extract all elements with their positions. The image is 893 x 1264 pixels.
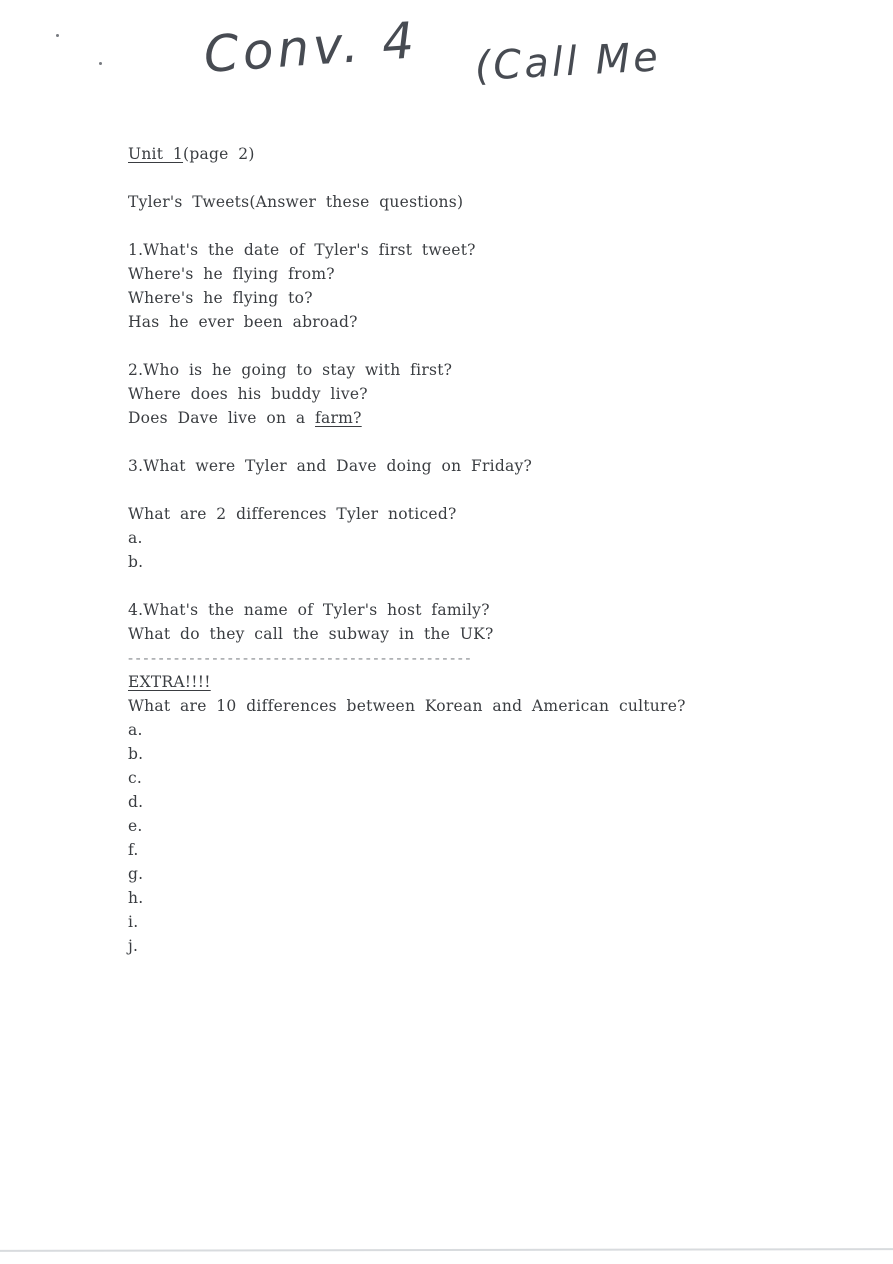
text-line	[128, 886, 848, 910]
text-segment: a.	[128, 529, 143, 547]
text-line	[128, 142, 848, 166]
text-line	[128, 526, 848, 550]
text-line	[128, 790, 848, 814]
scan-speck	[99, 62, 102, 65]
text-segment: Does Dave live on a	[128, 409, 316, 427]
text-line	[128, 766, 848, 790]
handwritten-title: Conv. 4	[201, 11, 420, 84]
text-line	[128, 598, 848, 622]
text-line	[128, 934, 848, 958]
underlined-text: EXTRA!!!!	[128, 673, 211, 691]
text-line	[128, 478, 848, 502]
text-segment: f.	[128, 841, 139, 859]
text-segment: b.	[128, 553, 144, 571]
text-line	[128, 550, 848, 574]
text-segment: 3.What were Tyler and Dave doing on Friday?	[128, 457, 533, 475]
text-segment: What do they call the subway in the UK?	[128, 625, 494, 643]
scan-edge-line	[0, 1248, 893, 1252]
text-segment: d.	[128, 793, 144, 811]
text-segment: What are 10 differences between Korean and American culture?	[128, 697, 686, 715]
text-line	[128, 214, 848, 238]
text-line	[128, 622, 848, 646]
text-segment: Where's he flying from?	[128, 265, 335, 283]
text-segment: 1.What's the date of Tyler's first tweet?	[128, 241, 476, 259]
text-line	[128, 190, 848, 214]
text-line	[128, 382, 848, 406]
text-segment: e.	[128, 817, 143, 835]
text-segment: h.	[128, 889, 144, 907]
text-segment: Where's he flying to?	[128, 289, 313, 307]
text-segment: Where does his buddy live?	[128, 385, 368, 403]
text-line	[128, 574, 848, 598]
text-line	[128, 430, 848, 454]
text-line	[128, 334, 848, 358]
text-segment: c.	[128, 769, 143, 787]
text-segment: What are 2 differences Tyler noticed?	[128, 505, 457, 523]
scan-speck	[56, 34, 59, 37]
text-line	[128, 358, 848, 382]
text-line	[128, 502, 848, 526]
text-segment: ---------------------------------------------	[128, 649, 474, 667]
text-line	[128, 310, 848, 334]
text-line	[128, 694, 848, 718]
underlined-text: Unit 1	[128, 145, 184, 163]
text-segment: a.	[128, 721, 143, 739]
underlined-text: farm?	[315, 409, 362, 427]
text-line	[128, 862, 848, 886]
text-segment: g.	[128, 865, 144, 883]
handwritten-note-call-me: (Call Me	[473, 34, 662, 90]
text-line	[128, 814, 848, 838]
worksheet-body	[128, 142, 848, 958]
text-segment: 4.What's the name of Tyler's host family?	[128, 601, 490, 619]
text-segment: i.	[128, 913, 139, 931]
text-line	[128, 838, 848, 862]
text-line	[128, 166, 848, 190]
text-line	[128, 406, 848, 430]
text-line	[128, 742, 848, 766]
text-segment: j.	[128, 937, 139, 955]
text-line	[128, 262, 848, 286]
text-segment: Has he ever been abroad?	[128, 313, 358, 331]
text-line	[128, 670, 848, 694]
text-segment: b.	[128, 745, 144, 763]
text-line	[128, 454, 848, 478]
text-line	[128, 286, 848, 310]
text-segment: Tyler's Tweets(Answer these questions)	[128, 193, 464, 211]
text-segment: 2.Who is he going to stay with first?	[128, 361, 453, 379]
text-line	[128, 718, 848, 742]
dashed-separator	[128, 646, 848, 670]
text-line	[128, 238, 848, 262]
text-segment: (page 2)	[183, 145, 255, 163]
text-line	[128, 910, 848, 934]
